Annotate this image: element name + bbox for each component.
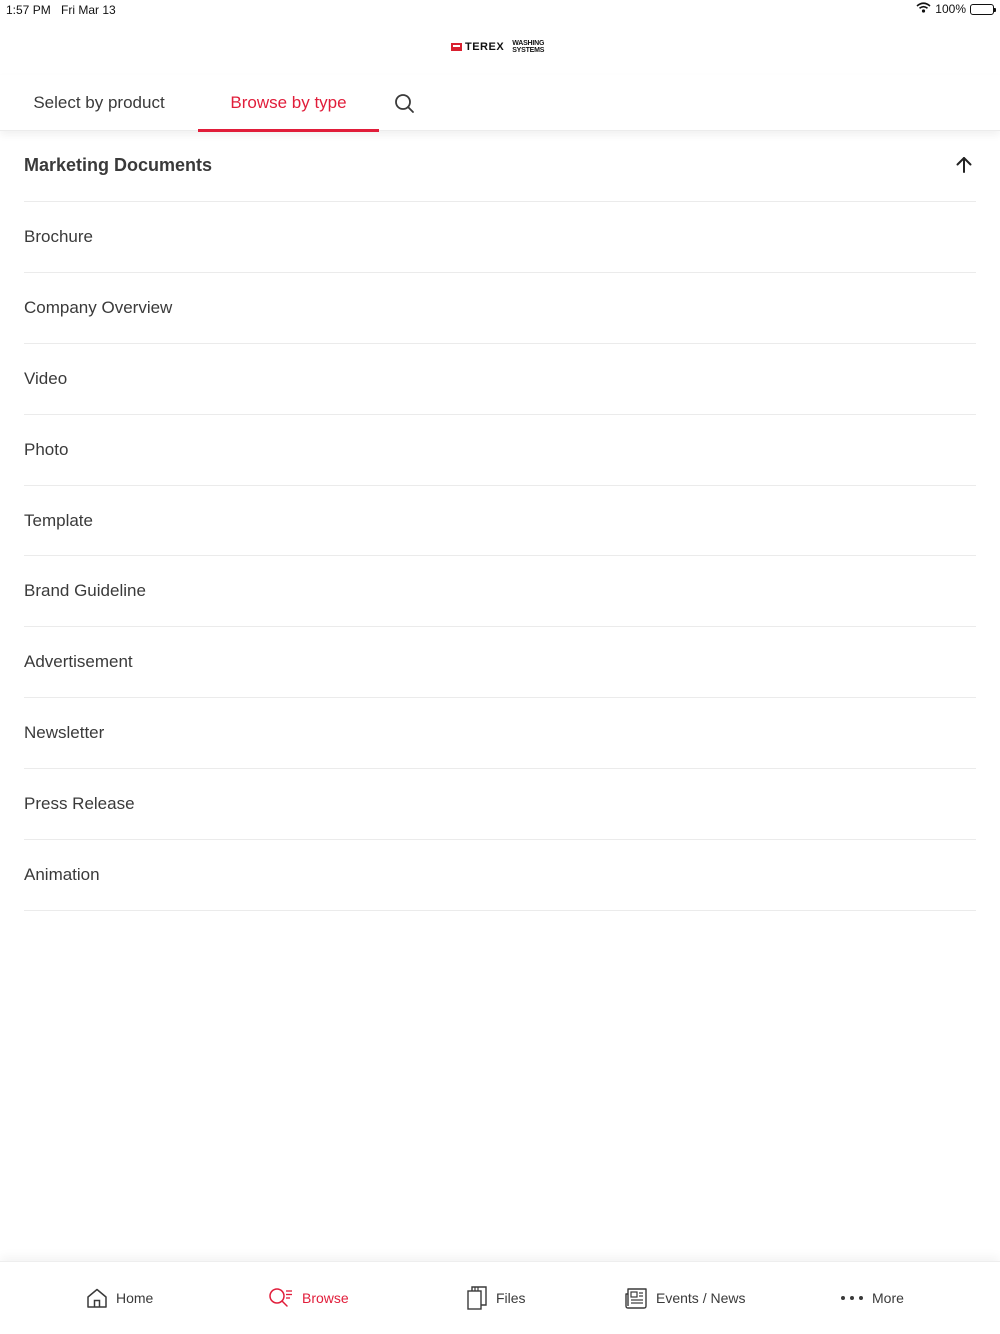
document-type-list <box>24 202 976 911</box>
nav-browse[interactable] <box>268 1284 349 1312</box>
list-item-template[interactable]: Template <box>24 486 976 557</box>
list-item-advertisement[interactable]: Advertisement <box>24 627 976 698</box>
list-item-video[interactable]: Video <box>24 344 976 415</box>
list-item-newsletter[interactable]: Newsletter <box>24 698 976 769</box>
nav-more-label: More <box>872 1290 904 1306</box>
nav-home[interactable] <box>86 1284 153 1312</box>
bottom-nav <box>0 1261 1000 1334</box>
status-date: Fri Mar 13 <box>61 3 116 17</box>
nav-events-news-label: Events / News <box>656 1290 746 1306</box>
wifi-icon <box>916 2 931 16</box>
list-item-photo[interactable]: Photo <box>24 415 976 486</box>
nav-home-label: Home <box>116 1290 154 1306</box>
files-icon <box>466 1285 488 1311</box>
arrow-up-icon[interactable] <box>954 155 974 175</box>
home-icon <box>86 1287 108 1309</box>
nav-files-label: Files <box>496 1290 526 1306</box>
logo-subtitle: WASHING SYSTEMS <box>512 40 545 54</box>
section-title: Marketing Documents <box>24 155 213 175</box>
search-icon[interactable] <box>389 89 419 119</box>
tab-select-by-product[interactable]: Select by product <box>33 93 165 112</box>
list-item-brochure[interactable]: Brochure <box>24 202 976 273</box>
browse-search-icon <box>268 1287 294 1309</box>
newspaper-icon <box>624 1287 648 1309</box>
list-item-animation[interactable]: Animation <box>24 840 976 911</box>
section-header[interactable] <box>24 131 976 202</box>
more-dots-icon <box>840 1295 864 1301</box>
nav-events-news[interactable] <box>624 1284 745 1312</box>
tab-bar <box>0 75 1000 131</box>
terex-mark-icon <box>451 43 462 51</box>
nav-more[interactable] <box>840 1284 904 1312</box>
status-indicators <box>916 2 994 16</box>
battery-percent: 100% <box>935 2 966 16</box>
status-time: 1:57 PM <box>6 3 51 17</box>
terex-logo <box>451 40 544 54</box>
tab-browse-by-type[interactable]: Browse by type <box>198 75 379 131</box>
list-item-company-overview[interactable]: Company Overview <box>24 273 976 344</box>
status-bar <box>0 0 1000 20</box>
nav-files[interactable] <box>466 1284 526 1312</box>
battery-icon <box>970 4 994 15</box>
list-item-brand-guideline[interactable]: Brand Guideline <box>24 556 976 627</box>
nav-browse-label: Browse <box>302 1290 349 1306</box>
list-item-press-release[interactable]: Press Release <box>24 769 976 840</box>
logo-brand: TEREX <box>465 41 505 53</box>
